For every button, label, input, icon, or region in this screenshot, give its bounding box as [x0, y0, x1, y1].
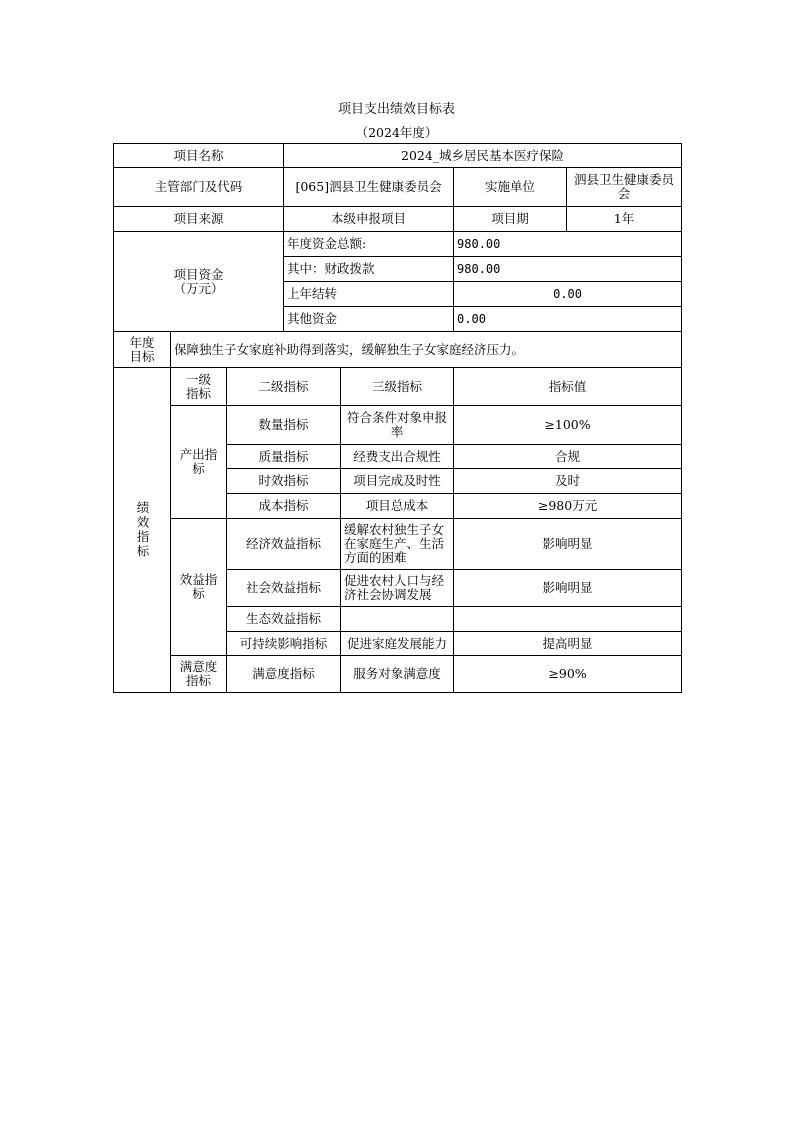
satisfaction-indicator-label: 满意度 指标 — [171, 656, 227, 693]
indicator-value: 合规 — [454, 445, 682, 469]
indicator-l2: 数量指标 — [227, 406, 341, 445]
indicators-section-label: 绩效指标 — [114, 368, 171, 693]
impl-value: 泗县卫生健康委员会 — [567, 168, 682, 207]
indicator-value: ≥980万元 — [454, 494, 682, 519]
indicator-l3: 服务对象满意度 — [341, 656, 454, 693]
funds-total-value: 980.00 — [454, 232, 682, 257]
indicator-value: 及时 — [454, 469, 682, 494]
page-title: 项目支出绩效目标表 — [337, 102, 455, 117]
indicator-l3: 符合条件对象申报 率 — [341, 406, 454, 445]
indicator-l3: 促进农村人口与经 济社会协调发展 — [341, 570, 454, 607]
indicator-l2: 满意度指标 — [227, 656, 341, 693]
annual-goal-text: 保障独生子女家庭补助得到落实，缓解独生子女家庭经济压力。 — [171, 332, 682, 368]
indicator-value: 影响明显 — [454, 570, 682, 607]
project-name-label: 项目名称 — [114, 144, 284, 168]
indicator-l2: 生态效益指标 — [227, 607, 341, 632]
funds-carryover-label: 上年结转 — [284, 282, 454, 307]
indicator-l2: 社会效益指标 — [227, 570, 341, 607]
header-value: 指标值 — [454, 368, 682, 406]
funds-carryover-value: 0.00 — [454, 282, 682, 307]
annual-goal-label: 年度 目标 — [114, 332, 171, 368]
output-indicator-label: 产出指 标 — [171, 406, 227, 519]
funds-other-value: 0.00 — [454, 307, 682, 332]
funds-other-label: 其他资金 — [284, 307, 454, 332]
indicator-l3: 促进家庭发展能力 — [341, 632, 454, 656]
header-level3: 三级指标 — [341, 368, 454, 406]
header-level2: 二级指标 — [227, 368, 341, 406]
indicator-l2: 可持续影响指标 — [227, 632, 341, 656]
source-value: 本级申报项目 — [284, 207, 454, 232]
indicator-l3 — [341, 607, 454, 632]
performance-goal-table — [113, 143, 682, 693]
indicator-l3: 项目总成本 — [341, 494, 454, 519]
dept-label: 主管部门及代码 — [114, 168, 284, 207]
indicator-value: 提高明显 — [454, 632, 682, 656]
period-label: 项目期 — [454, 207, 567, 232]
indicator-value: 影响明显 — [454, 519, 682, 570]
impl-label: 实施单位 — [454, 168, 567, 207]
dept-value: [065]泗县卫生健康委员会 — [284, 168, 454, 207]
header-level1: 一级 指标 — [171, 368, 227, 406]
page-subtitle-year: （2024年度） — [355, 125, 438, 140]
benefit-indicator-label: 效益指 标 — [171, 519, 227, 656]
indicator-l3: 项目完成及时性 — [341, 469, 454, 494]
source-label: 项目来源 — [114, 207, 284, 232]
indicator-value — [454, 607, 682, 632]
indicator-value: ≥100% — [454, 406, 682, 445]
period-value: 1年 — [567, 207, 682, 232]
indicator-l2: 质量指标 — [227, 445, 341, 469]
funds-total-label: 年度资金总额: — [284, 232, 454, 257]
indicator-l3: 经费支出合规性 — [341, 445, 454, 469]
indicator-value: ≥90% — [454, 656, 682, 693]
indicator-l2: 成本指标 — [227, 494, 341, 519]
project-name-value: 2024_城乡居民基本医疗保险 — [284, 144, 682, 168]
funds-fiscal-label: 其中：财政拨款 — [284, 257, 454, 282]
indicator-l2: 经济效益指标 — [227, 519, 341, 570]
funds-label: 项目资金 （万元） — [114, 232, 284, 332]
funds-fiscal-value: 980.00 — [454, 257, 682, 282]
indicator-l2: 时效指标 — [227, 469, 341, 494]
indicator-l3: 缓解农村独生子女 在家庭生产、生活 方面的困难 — [341, 519, 454, 570]
